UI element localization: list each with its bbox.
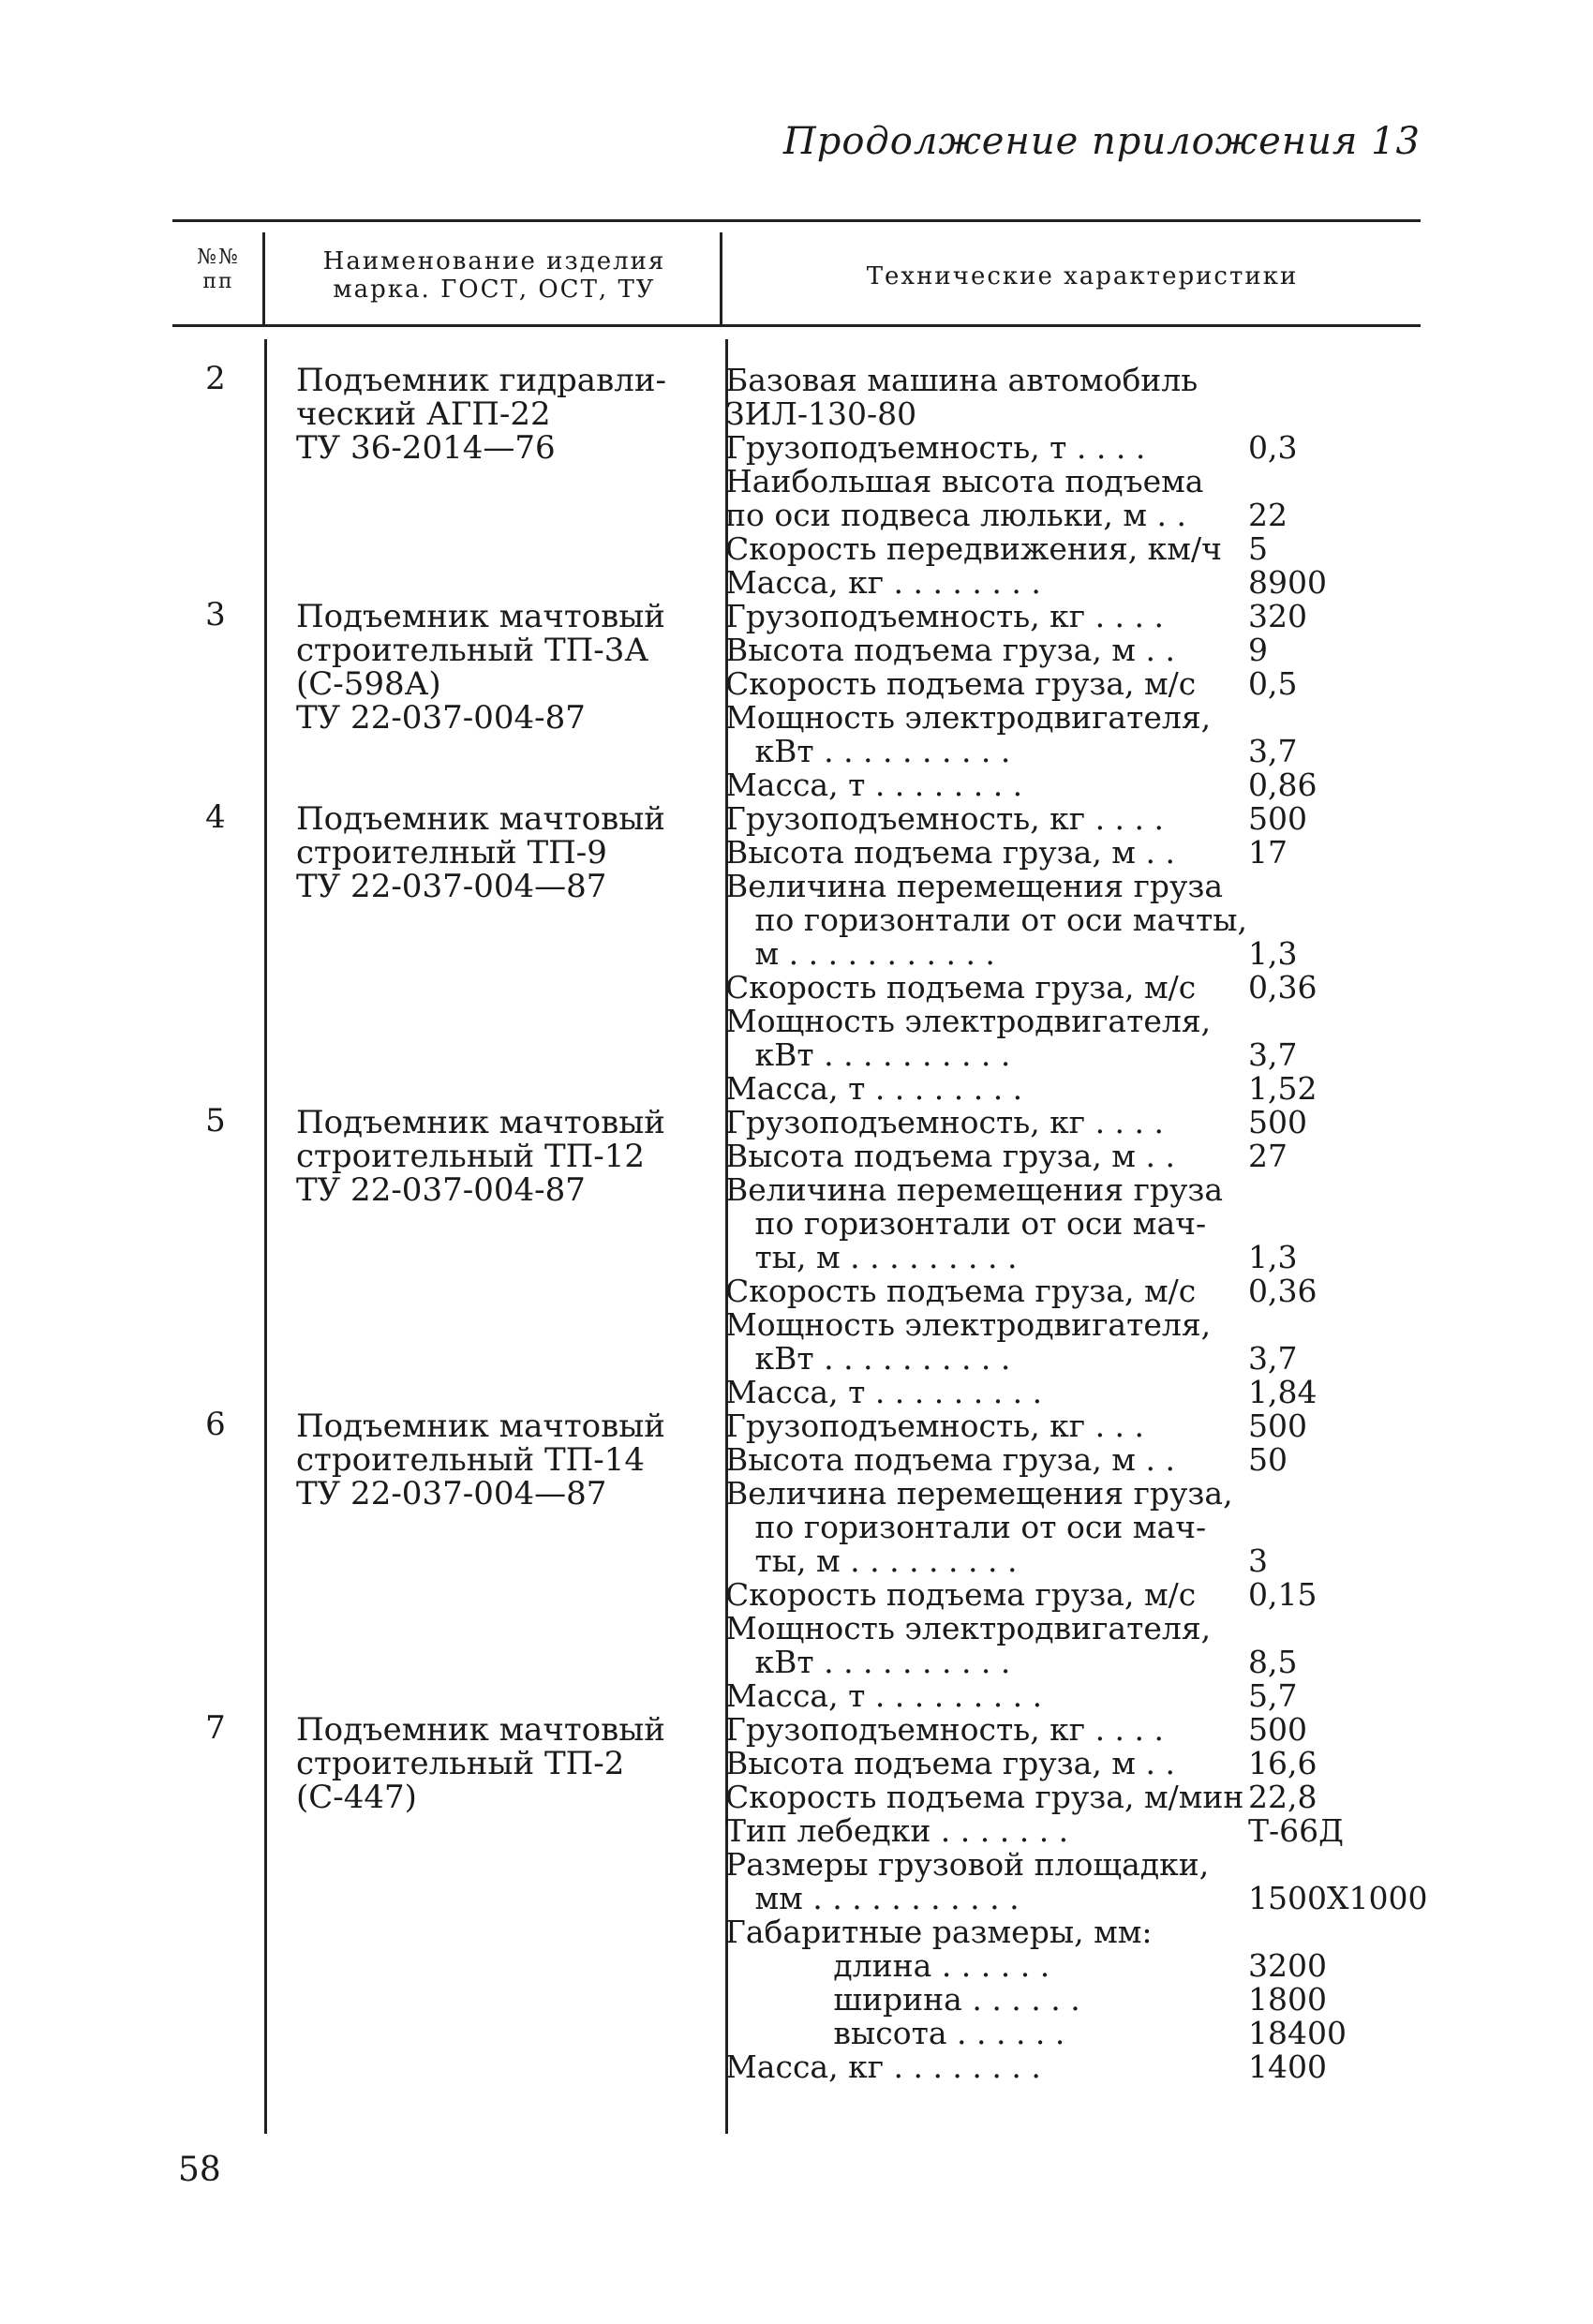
table-top-rule: [172, 219, 1421, 222]
row-number: 3: [205, 596, 226, 633]
column-divider-1-body: [264, 339, 267, 2134]
item-name: Подъемник мачтовый строительный ТП-2 (С-447): [296, 1711, 665, 1816]
spec-line: Высота подъема груза, м . . 16,6: [725, 1745, 1318, 1781]
spec-line: кВт . . . . . . . . . . 3,7: [725, 733, 1298, 769]
row-number: 4: [205, 798, 226, 836]
row-number: 2: [205, 360, 226, 397]
spec-line: Масса, кг . . . . . . . . 1400: [725, 2048, 1327, 2085]
spec-line: Величина перемещения груза: [725, 1171, 1224, 1208]
spec-line: Скорость подъема груза, м/с 0,36: [725, 969, 1318, 1006]
spec-line: по горизонтали от оси мач-: [725, 1205, 1207, 1242]
column-header-number: №№ пп: [197, 246, 240, 293]
spec-line: Масса, кг . . . . . . . . 8900: [725, 564, 1327, 601]
spec-line: по горизонтали от оси мачты,: [725, 901, 1247, 938]
spec-line: м . . . . . . . . . . . 1,3: [725, 935, 1298, 972]
table-header-rule: [172, 324, 1421, 327]
spec-line: Скорость подъема груза, м/мин 22,8: [725, 1779, 1318, 1815]
spec-line: по горизонтали от оси мач-: [725, 1509, 1207, 1545]
item-name: Подъемник мачтовый строительный ТП-12 ТУ 22-037-004-87: [296, 1104, 665, 1209]
spec-line: Тип лебедки . . . . . . . Т-66Д: [725, 1812, 1344, 1849]
spec-line: кВт . . . . . . . . . . 3,7: [725, 1036, 1298, 1073]
spec-line: высота . . . . . . 18400: [725, 2015, 1347, 2051]
spec-line: Размеры грузовой площадки,: [725, 1846, 1210, 1883]
item-name: Подъемник мачтовый строительный ТП-14 ТУ 22-037-004—87: [296, 1408, 665, 1512]
row-number: 6: [205, 1406, 226, 1443]
spec-line: Высота подъема груза, м . . 27: [725, 1138, 1288, 1174]
spec-line: кВт . . . . . . . . . . 3,7: [725, 1340, 1298, 1377]
spec-line: Мощность электродвигателя,: [725, 1003, 1212, 1039]
spec-line: Наибольшая высота подъема: [725, 463, 1204, 499]
spec-line: Величина перемещения груза: [725, 868, 1224, 904]
row-number: 7: [205, 1709, 226, 1747]
spec-line: Высота подъема груза, м . . 50: [725, 1441, 1288, 1478]
spec-line: ты, м . . . . . . . . . 3: [725, 1542, 1268, 1579]
spec-line: Грузоподъемность, т . . . . 0,3: [725, 429, 1298, 466]
spec-line: Грузоподъемность, кг . . . . 500: [725, 1104, 1307, 1140]
item-name: Подъемник мачтовый строительный ТП-3А (С-598А) ТУ 22-037-004-87: [296, 598, 665, 737]
spec-line: ты, м . . . . . . . . . 1,3: [725, 1239, 1298, 1275]
spec-line: Масса, т . . . . . . . . . 1,84: [725, 1374, 1318, 1410]
spec-line: Величина перемещения груза,: [725, 1475, 1233, 1512]
spec-line: кВт . . . . . . . . . . 8,5: [725, 1644, 1298, 1680]
spec-line: Мощность электродвигателя,: [725, 699, 1212, 736]
spec-line: Высота подъема груза, м . . 17: [725, 834, 1288, 871]
spec-line: по оси подвеса люльки, м . . 22: [725, 497, 1288, 533]
spec-line: Скорость подъема груза, м/с 0,5: [725, 665, 1298, 702]
spec-line: мм . . . . . . . . . . . 1500Х1000: [725, 1880, 1428, 1916]
spec-line: Масса, т . . . . . . . . . 5,7: [725, 1677, 1298, 1714]
spec-line: Грузоподъемность, кг . . . . 500: [725, 800, 1307, 837]
spec-line: Скорость передвижения, км/ч 5: [725, 530, 1268, 567]
column-header-specs: Технические характеристики: [866, 262, 1299, 290]
spec-line: ширина . . . . . . 1800: [725, 1981, 1327, 2018]
spec-line: Масса, т . . . . . . . . 0,86: [725, 767, 1318, 803]
row-number: 5: [205, 1102, 226, 1140]
item-name: Подъемник мачтовый строителный ТП-9 ТУ 22-037-004—87: [296, 800, 665, 905]
spec-line: длина . . . . . . 3200: [725, 1947, 1327, 1984]
spec-line: Скорость подъема груза, м/с 0,15: [725, 1576, 1318, 1613]
page-number: 58: [178, 2151, 221, 2189]
spec-line: Скорость подъема груза, м/с 0,36: [725, 1273, 1318, 1309]
spec-line: Грузоподъемность, кг . . . 500: [725, 1408, 1307, 1444]
item-name: Подъемник гидравли- ческий АГП-22 ТУ 36-2014—76: [296, 362, 666, 467]
column-divider-2: [720, 232, 722, 326]
spec-line: Базовая машина автомобиль: [725, 362, 1198, 398]
page-header: Продолжение приложения 13: [782, 120, 1421, 163]
spec-line: Высота подъема груза, м . . 9: [725, 632, 1268, 668]
spec-line: ЗИЛ-130-80: [725, 395, 917, 432]
column-header-name: Наименование изделия марка. ГОСТ, ОСТ, ТУ: [322, 247, 666, 304]
spec-line: Габаритные размеры, мм:: [725, 1914, 1153, 1950]
spec-line: Грузоподъемность, кг . . . . 500: [725, 1711, 1307, 1748]
spec-line: Грузоподъемность, кг . . . . 320: [725, 598, 1307, 634]
spec-line: Мощность электродвигателя,: [725, 1306, 1212, 1343]
spec-line: Масса, т . . . . . . . . 1,52: [725, 1070, 1318, 1107]
spec-line: Мощность электродвигателя,: [725, 1610, 1212, 1646]
